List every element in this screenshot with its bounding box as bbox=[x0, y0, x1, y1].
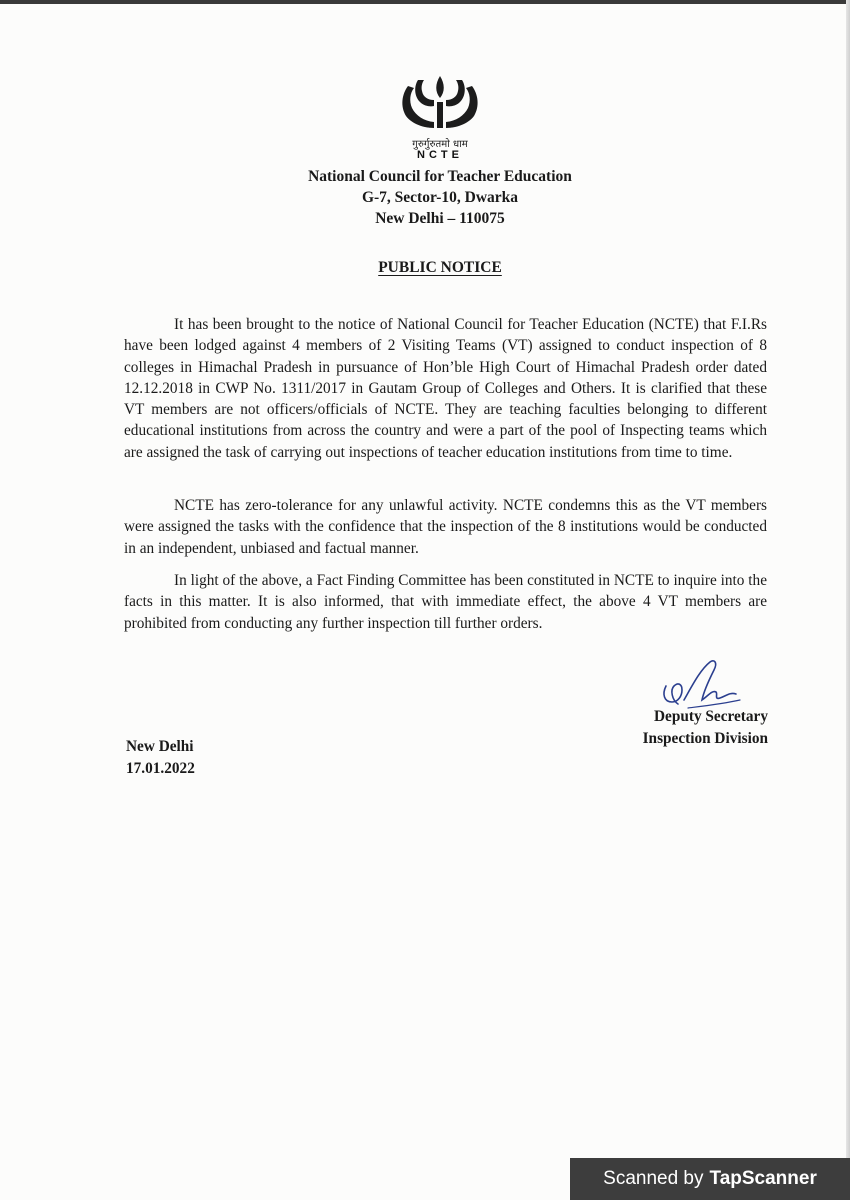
place-date-block bbox=[126, 736, 326, 780]
address-line-1: G-7, Sector-10, Dwarka bbox=[361, 189, 519, 206]
notice-paragraph-2: NCTE has zero-tolerance for any unlawful activity. NCTE condemns this as the VT members were assigned the tasks with the confidence that the inspection of the 8 institutions would be conducted in an independent, unbiased and factual manner. bbox=[124, 497, 767, 557]
scanner-watermark bbox=[570, 1158, 850, 1200]
scan-edge-right bbox=[846, 0, 850, 1200]
notice-title: PUBLIC NOTICE bbox=[378, 259, 502, 276]
address-line-2: New Delhi – 110075 bbox=[375, 210, 505, 227]
notice-paragraph-1: It has been brought to the notice of National Council for Teacher Education (NCTE) that F.I.Rs have been lodged against 4 members of 2 Visiting Teams (VT) assigned to conduct inspection of 8 colleges in Himachal Pradesh in pursuance of Hon’ble High Court of Himachal Pradesh order dated 12.12.2018 in CWP No. 1311/2017 in Gautam Group of Colleges and Others. It is clarified that these VT members are not officers/officials of NCTE. They are teaching faculties belonging to different educational institutions from across the country and were a part of the pool of Inspecting teams which are assigned the task of carrying out inspections of teacher education institutions from time to time. bbox=[124, 316, 767, 461]
logo-motto: गुरुर्गुरुतमो धाम bbox=[412, 139, 468, 150]
signatory-block bbox=[560, 706, 768, 750]
signatory-division: Inspection Division bbox=[642, 730, 768, 747]
organization-name: National Council for Teacher Education bbox=[308, 168, 572, 185]
date: 17.01.2022 bbox=[126, 760, 195, 777]
scan-edge-top bbox=[0, 0, 850, 4]
watermark-brand: TapScanner bbox=[709, 1168, 817, 1189]
letterhead bbox=[200, 166, 680, 229]
signatory-designation: Deputy Secretary bbox=[654, 708, 768, 725]
watermark-prefix: Scanned by bbox=[603, 1168, 704, 1189]
place: New Delhi bbox=[126, 738, 194, 755]
logo-abbreviation: NCTE bbox=[417, 149, 463, 161]
notice-paragraph-3: In light of the above, a Fact Finding Committee has been constituted in NCTE to inquire into the facts in this matter. It is also informed, that with immediate effect, the above 4 VT members are prohibited from conducting any further inspection till further orders. bbox=[124, 572, 767, 632]
